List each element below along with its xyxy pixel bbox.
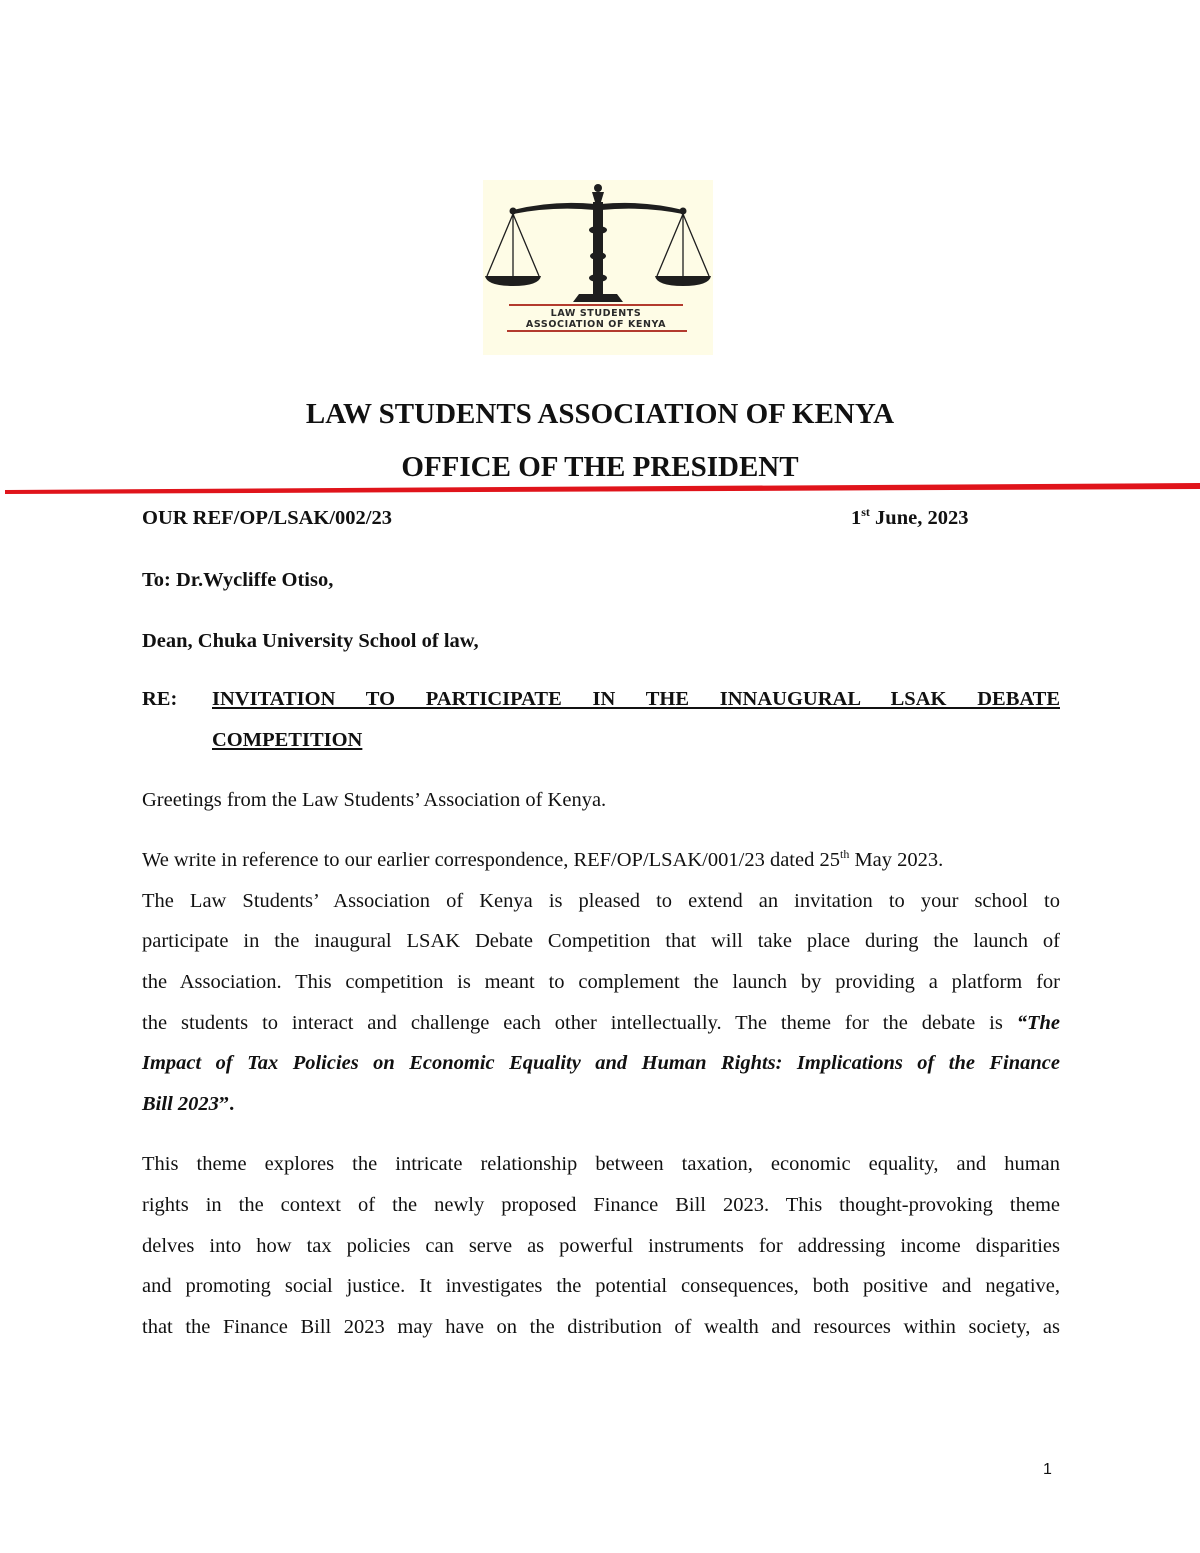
paragraph-2-line-2: rights in the context of the newly proposed Finance Bill 2023. This thought-provoking theme — [142, 1194, 1060, 1216]
subject-label: RE: — [142, 688, 178, 710]
office-title: OFFICE OF THE PRESIDENT — [401, 451, 799, 483]
paragraph-2-line-1: This theme explores the intricate relationship between taxation, economic equality, and human — [142, 1153, 1060, 1175]
date-suffix: st — [861, 505, 870, 520]
date-day: 1 — [851, 507, 862, 529]
header-divider — [0, 480, 1200, 500]
logo-text-line1: LAW STUDENTS — [550, 308, 642, 319]
paragraph-1-line-2: The Law Students’ Association of Kenya is pleased to extend an invitation to your school to — [142, 890, 1060, 912]
theme-title-start: “The — [1016, 1012, 1060, 1034]
paragraph-1-line-7 — [142, 1092, 1060, 1116]
recipient-name: To: Dr.Wycliffe Otiso, — [142, 569, 334, 591]
greeting: Greetings from the Law Students’ Association of Kenya. — [142, 789, 607, 811]
logo-text-line2: ASSOCIATION OF KENYA — [525, 319, 667, 330]
p1-l5-text: the students to interact and challenge each other intellectually. The theme for the debate is — [142, 1012, 1017, 1034]
recipient-title: Dean, Chuka University School of law, — [142, 630, 479, 652]
date-rest: June, 2023 — [869, 507, 969, 529]
reference-number: OUR REF/OP/LSAK/002/23 — [142, 507, 393, 529]
page-number: 1 — [1043, 1461, 1052, 1478]
paragraph-2-line-4: and promoting social justice. It investigates the potential consequences, both positive and negative, — [142, 1275, 1060, 1297]
paragraph-1-line-6: Impact of Tax Policies on Economic Equality and Human Rights: Implications of the Finance — [142, 1052, 1060, 1074]
organization-name: LAW STUDENTS ASSOCIATION OF KENYA — [305, 398, 895, 430]
p1-l1-sup: th — [839, 847, 850, 862]
p1-l1-text: We write in reference to our earlier correspondence, REF/OP/LSAK/001/23 dated 25 — [142, 849, 840, 871]
paragraph-2-line-3: delves into how tax policies can serve as powerful instruments for addressing income disparities — [142, 1235, 1060, 1257]
paragraph-1-line-3: participate in the inaugural LSAK Debate Competition that will take place during the launch of — [142, 930, 1060, 952]
subject-line-1: INVITATION TO PARTICIPATE IN THE INNAUGURAL LSAK DEBATE — [212, 688, 1060, 710]
subject-line-2: COMPETITION — [212, 729, 363, 751]
letter-date — [851, 506, 968, 530]
lsak-logo — [483, 180, 713, 355]
p1-l1-end: May 2023. — [849, 849, 944, 871]
paragraph-1-line-4: the Association. This competition is meant to complement the launch by providing a platform for — [142, 971, 1060, 993]
scales-of-justice-icon — [483, 180, 713, 355]
theme-title-end: Bill 2023 — [142, 1093, 219, 1115]
paragraph-1-line-1 — [142, 848, 1060, 872]
paragraph-1-line-5 — [142, 1011, 1060, 1035]
paragraph-2-line-5: that the Finance Bill 2023 may have on the distribution of wealth and resources within society, as — [142, 1316, 1060, 1338]
theme-close-quote: ”. — [218, 1093, 235, 1115]
